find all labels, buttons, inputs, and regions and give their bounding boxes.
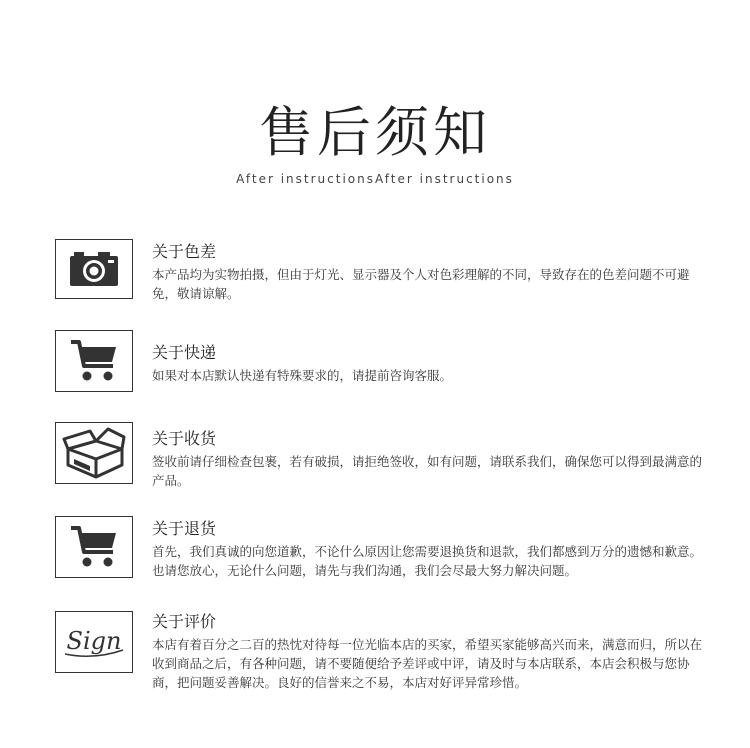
shopping-cart-icon [69, 338, 119, 384]
item-heading: 关于收货 [152, 429, 217, 448]
package-box-icon [62, 427, 126, 479]
icon-frame [55, 330, 133, 392]
item-description: 本店有着百分之二百的热忱对待每一位光临本店的买家，希望买家能够高兴而来，满意而归，所以在收到商品之后，有各种问题，请不要随便给予差评或中评，请及时与本店联系，本店会积极与您协商，把问题妥善解决。良好的信誉来之不易，本店对好评异常珍惜。 [152, 637, 703, 690]
icon-frame [55, 611, 133, 673]
icon-frame [55, 516, 133, 578]
svg-text:Sign: Sign [66, 627, 122, 655]
item-description: 首先，我们真诚的向您道歉，不论什么原因让您需要退换货和退款，我们都感到万分的遗憾和歉意。也请您放心，无论什么问题，请先与我们沟通，我们会尽最大努力解决问题。 [152, 544, 703, 578]
camera-icon [68, 250, 120, 288]
item-heading: 关于色差 [152, 242, 217, 261]
item-heading: 关于退货 [152, 519, 217, 538]
item-description: 本产品均为实物拍摄，但由于灯光、显示器及个人对色彩理解的不同，导致存在的色差问题不可避免，敬请谅解。 [152, 267, 690, 301]
sign-icon [59, 622, 129, 662]
icon-frame [55, 422, 133, 484]
page-subtitle: After instructionsAfter instructions [236, 172, 514, 186]
icon-frame [55, 239, 133, 299]
page-title: 售后须知 [259, 101, 491, 164]
item-description: 如果对本店默认快递有特殊要求的，请提前咨询客服。 [152, 368, 453, 383]
shopping-cart-icon [69, 524, 119, 570]
item-description: 签收前请仔细检查包裹，若有破损，请拒绝签收，如有问题，请联系我们，确保您可以得到最满意的产品。 [152, 454, 703, 488]
item-heading: 关于评价 [152, 612, 217, 631]
item-heading: 关于快递 [152, 343, 217, 362]
